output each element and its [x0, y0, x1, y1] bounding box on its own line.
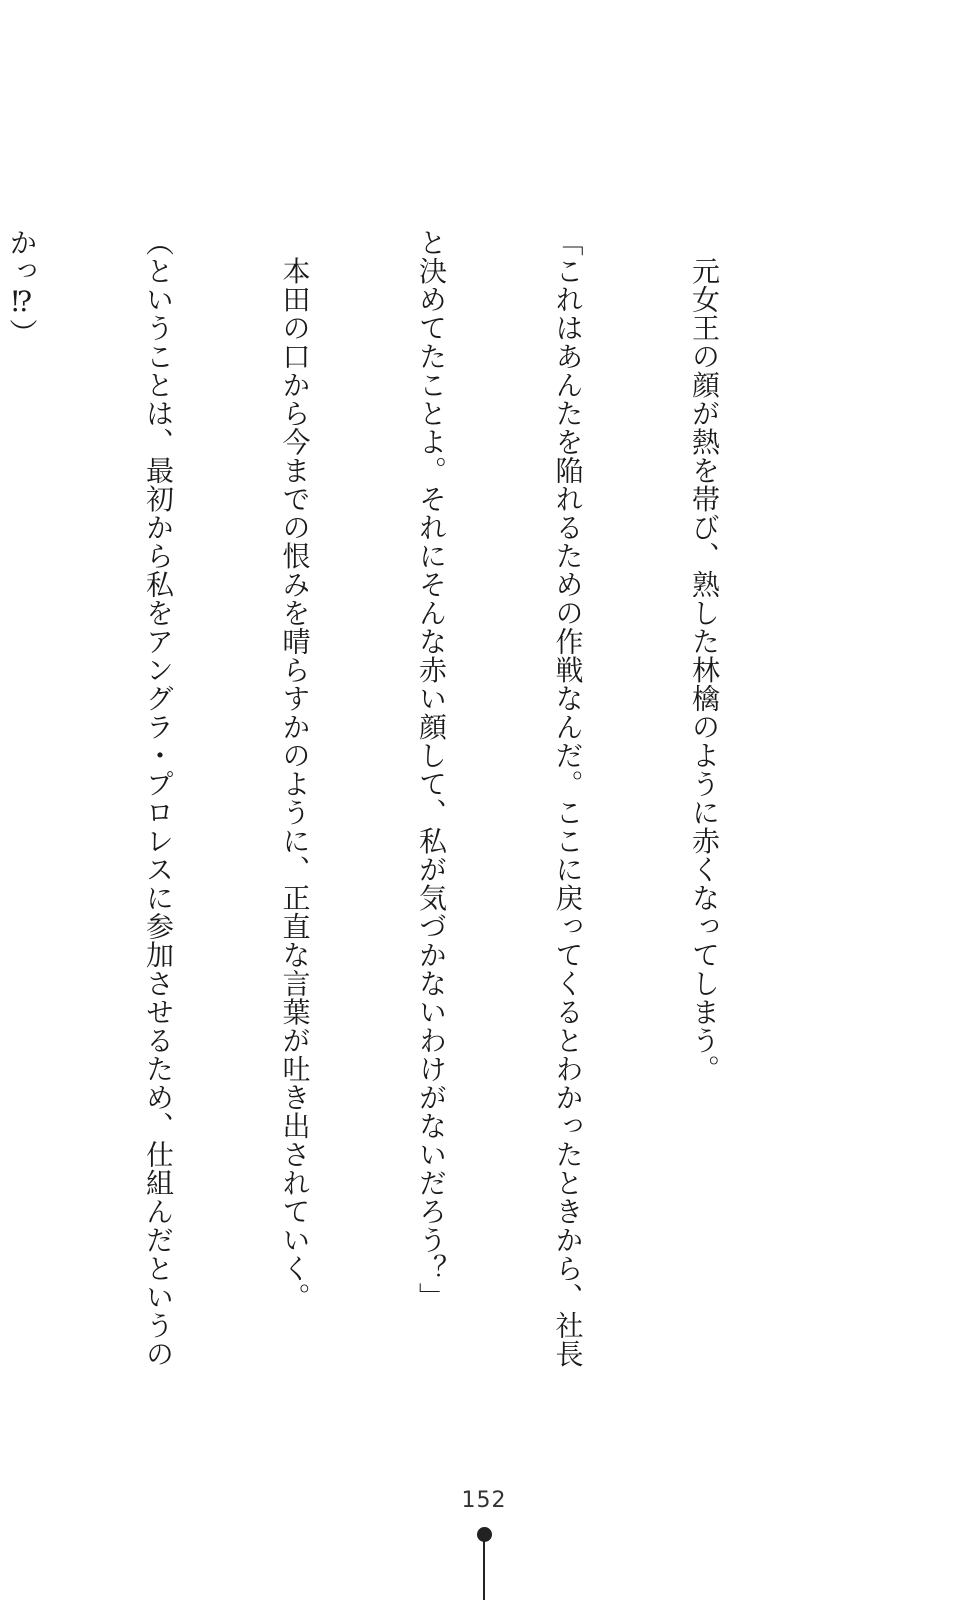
text-line: 元女王の顔が熱を帯び、熟した林檎のように赤くなってしまう。: [688, 228, 721, 1083]
body-text: [0, 228, 818, 1368]
text-line: 本田の口から今までの恨みを晴らすかのように、正直な言葉が吐き出されていく。: [278, 228, 312, 1311]
text-line: と決めてたことよ。それにそんな赤い顔して、私が気づかないわけがないだろう？」: [415, 228, 448, 1311]
page-marker-dot: [477, 1527, 492, 1542]
text-line: （ということは、最初から私をアングラ・プロレスに参加させるため、仕組んだというの: [142, 228, 175, 1368]
page-marker-rule: [483, 1541, 485, 1600]
text-line: かっ⁉）: [5, 228, 39, 347]
text-line: 「これはあんたを陥れるための作戦なんだ。ここに戻ってくるとわかったときから、社長: [551, 228, 585, 1368]
page-number: 152: [461, 1488, 507, 1513]
